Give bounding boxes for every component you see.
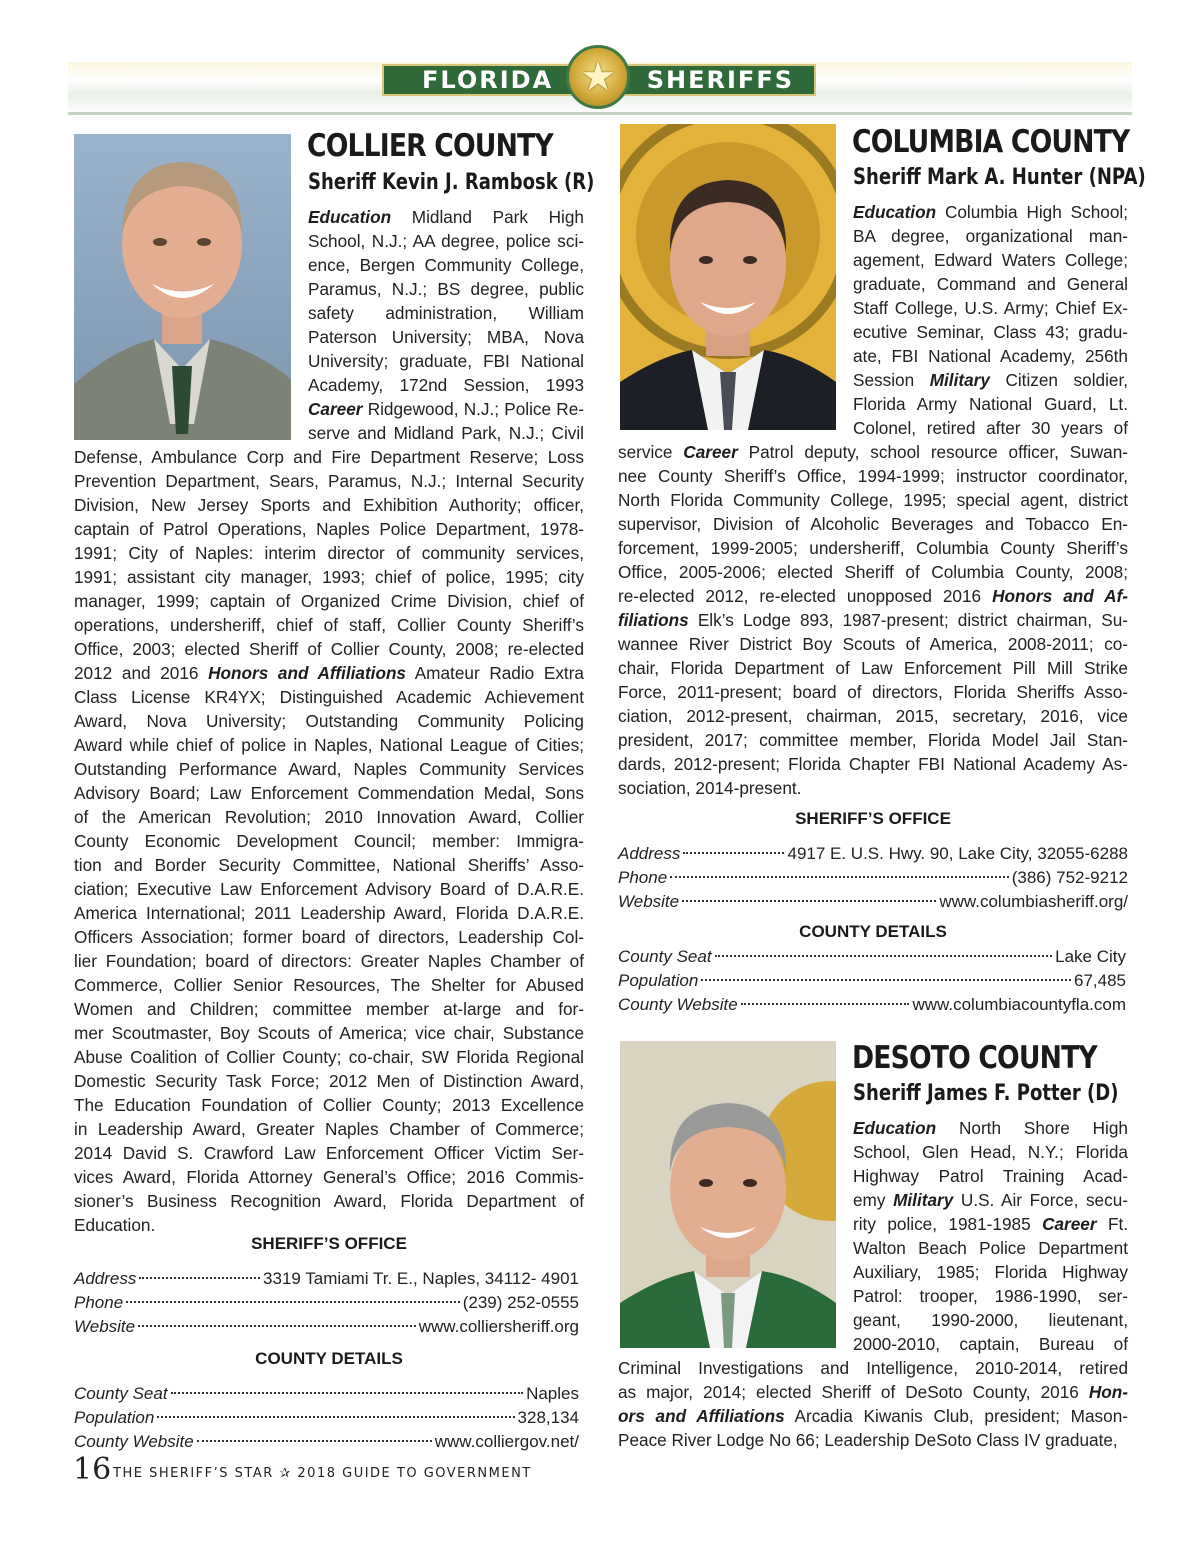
collier-bio-line: Abuse Coalition of Collier County; co-chair, SW Florida Regional xyxy=(74,1047,584,1067)
columbia-bio-line: dards, 2012-present; Florida Chapter FBI National Academy As- xyxy=(618,754,1128,774)
collier-details-row xyxy=(74,1430,579,1454)
desoto-bio-line: Auxiliary, 1985; Florida Highway xyxy=(853,1262,1128,1282)
dot-leader xyxy=(683,852,784,854)
bio-section-label: Career xyxy=(1042,1214,1097,1234)
collier-sheriff-name: Sheriff Kevin J. Rambosk (R) xyxy=(308,170,595,195)
collier-bio-line: Paramus, N.J.; BS degree, public xyxy=(308,279,584,299)
desoto-bio-line: Patrol: trooper, 1986-1990, ser- xyxy=(853,1286,1128,1306)
dot-leader xyxy=(701,979,1071,981)
collier-bio-line: Award while chief of police in Naples, National League of Cities; xyxy=(74,735,584,755)
collier-office-value: (239) 252-0555 xyxy=(462,1293,579,1312)
desoto-bio-line: Education North Shore High xyxy=(853,1118,1128,1138)
collier-county-details-title: COUNTY DETAILS xyxy=(255,1349,403,1368)
banner-left-word: FLORIDA xyxy=(422,66,554,94)
desoto-bio-line: ors and Affiliations Arcadia Kiwanis Club, president; Mason- xyxy=(618,1406,1128,1426)
collier-bio-line: 1991; City of Naples: interim director of community services, xyxy=(74,543,584,563)
columbia-details-value: 67,485 xyxy=(1074,971,1126,990)
columbia-bio-line: nee County Sheriff’s Office, 1994-1999; instructor coordinator, xyxy=(618,466,1128,486)
dot-leader xyxy=(741,1003,910,1005)
dot-leader xyxy=(138,1325,416,1327)
desoto-bio-line: Highway Patrol Training Acad- xyxy=(853,1166,1128,1186)
collier-bio-line: Class License KR4YX; Distinguished Academic Achievement xyxy=(74,687,584,707)
columbia-office-label: Address xyxy=(618,844,681,863)
collier-bio-line: Defense, Ambulance Corp and Fire Department Reserve; Loss xyxy=(74,447,584,467)
collier-details-label: County Website xyxy=(74,1432,194,1451)
collier-bio-line: Education. xyxy=(74,1215,156,1235)
star-icon: ★ xyxy=(580,55,616,99)
desoto-bio-line: Walton Beach Police Department xyxy=(853,1238,1128,1258)
collier-county-heading: COLLIER COUNTY xyxy=(307,128,553,164)
collier-bio-line: Advisory Board; Law Enforcement Commendation Medal, Sons xyxy=(74,783,584,803)
desoto-bio-line: geant, 1990-2000, lieutenant, xyxy=(853,1310,1128,1330)
collier-bio-line: Commerce, Collier Senior Resources, The Shelter for Abused xyxy=(74,975,584,995)
columbia-office-value: www.columbiasheriff.org/ xyxy=(939,892,1128,911)
collier-office-row xyxy=(74,1291,579,1315)
collier-bio-line: of the American Revolution; 2010 Innovation Award, Collier xyxy=(74,807,584,827)
collier-office-value: www.colliersheriff.org xyxy=(418,1317,579,1336)
columbia-office-value: (386) 752-9212 xyxy=(1011,868,1128,887)
desoto-bio-line: 2000-2010, captain, Bureau of xyxy=(853,1334,1128,1354)
columbia-bio-line: re-elected 2012, re-elected unopposed 2016 Honors and Af- xyxy=(618,586,1129,606)
columbia-sheriff-name: Sheriff Mark A. Hunter (NPA) xyxy=(853,165,1146,190)
columbia-details-label: County Website xyxy=(618,995,738,1014)
columbia-county-heading: COLUMBIA COUNTY xyxy=(852,124,1130,160)
collier-bio-line: Academy, 172nd Session, 1993 xyxy=(308,375,584,395)
columbia-bio-line: ciation, 2012-present, chairman, 2015, secretary, 2016, vice xyxy=(618,706,1128,726)
collier-bio-line: Career Ridgewood, N.J.; Police Re- xyxy=(308,399,584,419)
dot-leader xyxy=(682,900,936,902)
collier-bio-line: Office, 2003; elected Sheriff of Collier County, 2008; re-elected xyxy=(74,639,584,659)
collier-office-value: 3319 Tamiami Tr. E., Naples, 34112- 4901 xyxy=(263,1269,579,1288)
columbia-bio-line: sociation, 2014-present. xyxy=(618,778,802,798)
dot-leader xyxy=(139,1277,260,1279)
collier-bio-line: 1991; assistant city manager, 1993; chief of police, 1995; city xyxy=(74,567,584,587)
bio-section-label: Career xyxy=(683,442,738,462)
columbia-bio-line: ate, FBI National Academy, 256th xyxy=(853,346,1128,366)
collier-bio-line: manager, 1999; captain of Organized Crime Division, chief of xyxy=(74,591,584,611)
collier-bio-line: operations, undersheriff, chief of staff, Collier County Sheriff’s xyxy=(74,615,584,635)
columbia-bio-line: supervisor, Division of Alcoholic Beverages and Tobacco En- xyxy=(618,514,1128,534)
bio-section-label: Military xyxy=(893,1190,954,1210)
columbia-bio-line: Session Military Citizen soldier, xyxy=(853,370,1128,390)
desoto-bio-line: School, Glen Head, N.Y.; Florida xyxy=(853,1142,1128,1162)
columbia-bio-line: graduate, Command and General xyxy=(853,274,1128,294)
columbia-bio-line: wannee River District Boy Scouts of America, 2008-2011; co- xyxy=(618,634,1128,654)
desoto-bio-line: as major, 2014; elected Sheriff of DeSoto County, 2016 Hon- xyxy=(618,1382,1128,1402)
columbia-office-row xyxy=(618,842,1128,866)
collier-bio-line: safety administration, William xyxy=(308,303,584,323)
collier-bio-line: sioner’s Business Recognition Award, Florida Department of xyxy=(74,1191,584,1211)
bio-section-label: Education xyxy=(853,1118,937,1138)
columbia-office-row xyxy=(618,890,1128,914)
columbia-office-value: 4917 E. U.S. Hwy. 90, Lake City, 32055-6288 xyxy=(787,844,1128,863)
columbia-details-row xyxy=(618,945,1126,969)
collier-details-value: 328,134 xyxy=(517,1408,579,1427)
collier-bio-line: ence, Bergen Community College, xyxy=(308,255,584,275)
columbia-bio-line: Office, 2005-2006; elected Sheriff of Columbia County, 2008; xyxy=(618,562,1128,582)
collier-bio-line: Award, Nova University; Outstanding Community Policing xyxy=(74,711,584,731)
columbia-details-row xyxy=(618,993,1126,1017)
collier-details-row xyxy=(74,1382,579,1406)
dot-leader xyxy=(715,955,1053,957)
bio-section-label: Hon- xyxy=(1088,1382,1128,1402)
desoto-bio-line: Peace River Lodge No 66; Leadership DeSoto Class IV graduate, xyxy=(618,1430,1118,1450)
collier-details-value: www.colliergov.net/ xyxy=(434,1432,579,1451)
sheriff-star-badge-icon xyxy=(566,45,630,109)
collier-bio-line: Officers Association; former board of directors, Leadership Col- xyxy=(74,927,584,947)
collier-bio-line: captain of Patrol Operations, Naples Police Department, 1978- xyxy=(74,519,584,539)
columbia-details-value: www.columbiacountyfla.com xyxy=(912,995,1126,1014)
collier-bio-line: in Leadership Award, Greater Naples Chamber of Commerce; xyxy=(74,1119,584,1139)
collier-bio-line: America International; 2011 Leadership Award, Florida D.A.R.E. xyxy=(74,903,584,923)
dot-leader xyxy=(126,1301,460,1303)
collier-bio-line: The Education Foundation of Collier County; 2013 Excellence xyxy=(74,1095,584,1115)
desoto-county-heading: DESOTO COUNTY xyxy=(852,1040,1097,1076)
columbia-bio-line: North Florida Community College, 1995; special agent, district xyxy=(618,490,1128,510)
collier-bio-line: Domestic Security Task Force; 2012 Men of Distinction Award, xyxy=(74,1071,584,1091)
columbia-bio-line: agement, Edward Waters College; xyxy=(853,250,1128,270)
columbia-details-label: Population xyxy=(618,971,699,990)
collier-sheriffs-office-title: SHERIFF’S OFFICE xyxy=(251,1234,407,1253)
bio-section-label: Honors and Affiliations xyxy=(208,663,406,683)
desoto-bio-line: emy Military U.S. Air Force, secu- xyxy=(853,1190,1128,1210)
columbia-bio-line: Staff College, U.S. Army; Chief Ex- xyxy=(853,298,1128,318)
bio-section-label: Education xyxy=(308,207,392,227)
dot-leader xyxy=(197,1440,432,1442)
columbia-bio-line: BA degree, organizational man- xyxy=(853,226,1128,246)
collier-bio-line: Women and Children; committee member at-large and for- xyxy=(74,999,584,1019)
columbia-bio-line: filiations Elk’s Lodge 893, 1987-present; district chairman, Su- xyxy=(618,610,1128,630)
columbia-bio-line: ecutive Seminar, Class 43; gradu- xyxy=(853,322,1128,342)
columbia-office-label: Phone xyxy=(618,868,668,887)
collier-bio-line: County Economic Development Council; member: Immigra- xyxy=(74,831,584,851)
collier-bio-line: ciation; Executive Law Enforcement Advisory Board of D.A.R.E. xyxy=(74,879,584,899)
collier-office-label: Website xyxy=(74,1317,136,1336)
columbia-bio-line: Education Columbia High School; xyxy=(853,202,1128,222)
publication-footer: THE SHERIFF’S STAR ✰ 2018 GUIDE TO GOVERNMENT xyxy=(113,1466,532,1481)
collier-bio-line: lier Foundation; board of directors: Greater Naples Chamber of xyxy=(74,951,584,971)
bio-section-label: Education xyxy=(853,202,937,222)
columbia-bio-line: forcement, 1999-2005; undersheriff, Columbia County Sheriff’s xyxy=(618,538,1128,558)
columbia-bio-line: Force, 2011-present; board of directors, Florida Sheriffs Asso- xyxy=(618,682,1128,702)
collier-office-label: Address xyxy=(74,1269,137,1288)
columbia-office-row xyxy=(618,866,1128,890)
collier-bio-line: University; graduate, FBI National xyxy=(308,351,584,371)
columbia-details-label: County Seat xyxy=(618,947,712,966)
dot-leader xyxy=(171,1392,524,1394)
collier-bio-line: Outstanding Performance Award, Naples Community Services xyxy=(74,759,584,779)
columbia-county-details-title: COUNTY DETAILS xyxy=(799,922,947,941)
columbia-office-label: Website xyxy=(618,892,680,911)
collier-office-label: Phone xyxy=(74,1293,124,1312)
collier-bio-line: serve and Midland Park, N.J.; Civil xyxy=(308,423,584,443)
desoto-sheriff-photo xyxy=(620,1041,836,1348)
collier-details-row xyxy=(74,1406,579,1430)
collier-details-value: Naples xyxy=(526,1384,579,1403)
collier-bio-line: 2014 David S. Crawford Law Enforcement Officer Victim Ser- xyxy=(74,1143,584,1163)
columbia-sheriffs-office-title: SHERIFF’S OFFICE xyxy=(795,809,951,828)
collier-bio-line: Prevention Department, Sears, Paramus, N.J.; Internal Security xyxy=(74,471,584,491)
bio-section-label: Career xyxy=(308,399,363,419)
collier-bio-line: vices Award, Florida Attorney General’s Office; 2016 Commis- xyxy=(74,1167,584,1187)
collier-bio-line: School, N.J.; AA degree, police sci- xyxy=(308,231,584,251)
collier-sheriff-photo xyxy=(74,134,291,440)
collier-bio-line: Division, New Jersey Sports and Exhibition Authority; officer, xyxy=(74,495,584,515)
page-number: 16 xyxy=(73,1452,112,1487)
columbia-bio-line: president, 2017; committee member, Florida Model Jail Stan- xyxy=(618,730,1128,750)
columbia-bio-line: Colonel, retired after 30 years of xyxy=(853,418,1128,438)
collier-bio-line: 2012 and 2016 Honors and Affiliations Amateur Radio Extra xyxy=(74,663,584,683)
bio-section-label: Honors and Af- xyxy=(992,586,1129,606)
bio-section-label: Military xyxy=(929,370,990,390)
dot-leader xyxy=(157,1416,514,1418)
dot-leader xyxy=(670,876,1009,878)
header-rule xyxy=(68,112,1132,115)
collier-bio-line: tion and Border Security Committee, National Sheriffs’ Asso- xyxy=(74,855,584,875)
columbia-sheriff-photo xyxy=(620,124,836,430)
columbia-details-value: Lake City xyxy=(1055,947,1126,966)
bio-section-label: ors and Affiliations xyxy=(618,1406,785,1426)
desoto-bio-line: Criminal Investigations and Intelligence, 2010-2014, retired xyxy=(618,1358,1128,1378)
collier-bio-line: Education Midland Park High xyxy=(308,207,584,227)
collier-office-row xyxy=(74,1267,579,1291)
banner-right-word: SHERIFFS xyxy=(646,66,794,94)
collier-details-label: County Seat xyxy=(74,1384,168,1403)
columbia-bio-line: chair, Florida Department of Law Enforcement Pill Mill Strike xyxy=(618,658,1128,678)
bio-section-label: filiations xyxy=(618,610,689,630)
collier-bio-line: mer Scoutmaster, Boy Scouts of America; vice chair, Substance xyxy=(74,1023,584,1043)
desoto-bio-line: rity police, 1981-1985 Career Ft. xyxy=(853,1214,1129,1234)
columbia-bio-line: service Career Patrol deputy, school resource officer, Suwan- xyxy=(618,442,1128,462)
desoto-sheriff-name: Sheriff James F. Potter (D) xyxy=(853,1081,1119,1106)
collier-office-row xyxy=(74,1315,579,1339)
collier-bio-line: Paterson University; MBA, Nova xyxy=(308,327,584,347)
columbia-bio-line: Florida Army National Guard, Lt. xyxy=(853,394,1128,414)
collier-details-label: Population xyxy=(74,1408,155,1427)
columbia-details-row xyxy=(618,969,1126,993)
